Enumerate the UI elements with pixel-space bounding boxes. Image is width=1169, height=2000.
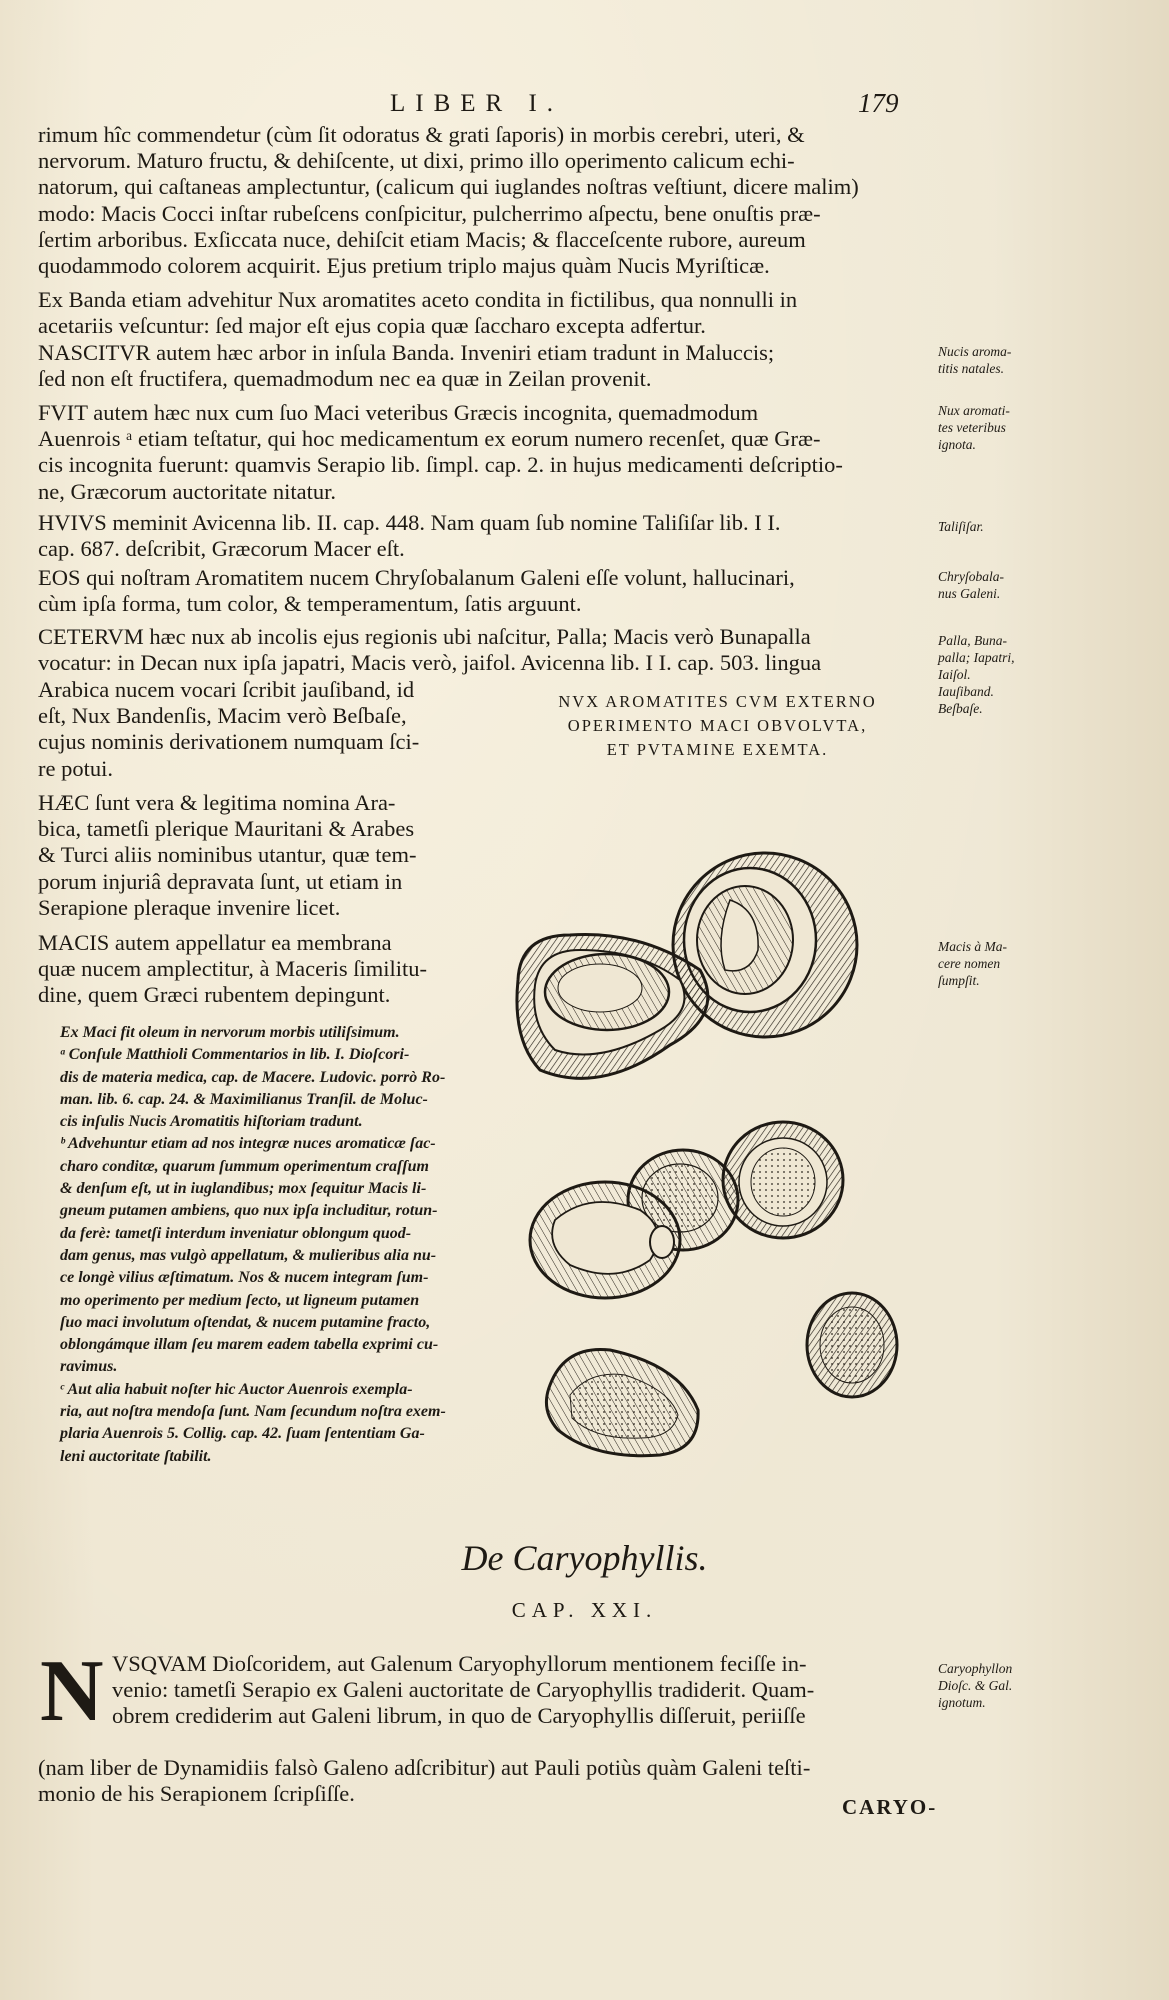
nut-with-mace	[530, 1182, 680, 1298]
margin-line: Chryſobala-	[938, 569, 1004, 584]
half-husk-with-nut	[517, 934, 708, 1078]
figure-caption	[515, 690, 920, 762]
margin-line: Iauſiband.	[938, 684, 994, 699]
text-line: cùm ipſa forma, tum color, & temperamentum, ſatis arguunt.	[38, 591, 582, 617]
macis-paragraph	[38, 930, 470, 1009]
nascitur-paragraph	[38, 340, 933, 392]
text-line: dine, quem Græci rubentem depingunt.	[38, 982, 391, 1008]
top-paragraph	[38, 122, 933, 279]
text-line: EOS qui noſtram Aromatitem nucem Chryſobalanum Galeni eſſe volunt, hallucinari,	[38, 565, 795, 590]
margin-note-macer	[938, 938, 1033, 989]
text-line: Arabica nucem vocari ſcribit jauſiband, id	[38, 677, 415, 702]
margin-line: palla; Iapatri,	[938, 650, 1015, 665]
text-line: HVIVS meminit Avicenna lib. II. cap. 448. Nam quam ſub nomine Taliſiſar lib. I I.	[38, 510, 781, 535]
text-line: HÆC ſunt vera & legitima nomina Ara-	[38, 790, 396, 815]
text-line: cujus nominis derivationem numquam ſci-	[38, 729, 420, 755]
banda-paragraph	[38, 287, 933, 339]
text-line: re potui.	[38, 755, 113, 781]
margin-line: ſumpſit.	[938, 973, 980, 988]
ceterum-paragraph	[38, 624, 933, 676]
margin-note-chrysobalanus	[938, 568, 1033, 602]
footnote-line: ᵃ Conſule Matthioli Commentarios in lib. I. Dioſcori-	[60, 1046, 410, 1064]
fuit-paragraph	[38, 400, 933, 505]
text-line: VSQVAM Dioſcoridem, aut Galenum Caryophyllorum mentionem feciſſe in-	[112, 1651, 807, 1676]
margin-line: Nux aromati-	[938, 403, 1010, 418]
running-head	[0, 90, 1169, 120]
margin-line: titis natales.	[938, 361, 1005, 376]
text-line: Auenrois ᵃ etiam teſtatur, qui hoc medicamentum ex eorum numero recenſet, quæ Græ-	[38, 426, 821, 452]
margin-note-names	[938, 632, 1033, 717]
margin-note-caryophyllon	[938, 1660, 1033, 1711]
margin-line: tes veteribus	[938, 420, 1006, 435]
caption-line: NVX AROMATITES CVM EXTERNO	[558, 692, 877, 711]
text-line: cap. 687. deſcribit, Græcorum Macer eſt.	[38, 536, 405, 562]
text-line: quæ nucem amplectitur, à Maceris ſimilitu-	[38, 956, 427, 982]
footnote-line: dam genus, mas vulgò appellatum, & mulieribus alia nu-	[60, 1246, 437, 1264]
margin-line: nus Galeni.	[938, 586, 1001, 601]
footnote-line: mo operimento per medium ſecto, ut ligneum putamen	[60, 1291, 420, 1309]
footnote-line: cis inſulis Nucis Aromatitis hiſtoriam tradunt.	[60, 1113, 363, 1131]
text-line: (nam liber de Dynamidiis falsò Galeno adſcribitur) aut Pauli potiùs quàm Galeni teſti-	[38, 1755, 811, 1780]
text-line: nervorum. Maturo fructu, & dehiſcente, ut dixi, primo illo operimento calicum echi-	[38, 148, 795, 174]
chapter-number: CAP. XXI.	[511, 1598, 658, 1622]
footnote-line: ᵇ Advehuntur etiam ad nos integræ nuces aromaticæ ſac-	[60, 1135, 436, 1153]
footnote-line: leni auctoritate ſtabilit.	[60, 1447, 212, 1465]
text-line: NASCITVR autem hæc arbor in inſula Banda. Inveniri etiam tradunt in Maluccis;	[38, 340, 775, 365]
footnote-line: dis de materia medica, cap. de Macere. Ludovic. porrò Ro-	[60, 1068, 446, 1086]
eos-paragraph	[38, 565, 933, 617]
margin-note-talisifar	[938, 518, 1033, 535]
footnote-line: plaria Auenrois 5. Collig. cap. 42. ſuam ſententiam Ga-	[60, 1425, 425, 1443]
text-line: CETERVM hæc nux ab incolis ejus regionis ubi naſcitur, Palla; Macis verò Bunapalla	[38, 624, 811, 649]
drop-cap: N	[40, 1643, 104, 1740]
margin-note-natales	[938, 343, 1033, 377]
nut-half-right	[723, 1122, 843, 1238]
text-line: FVIT autem hæc nux cum ſuo Maci veteribus Græcis incognita, quemadmodum	[38, 400, 759, 425]
margin-line: Taliſiſar.	[938, 519, 984, 534]
footnote-line: oblongámque illam ſeu marem eadem tabella exprimi cu-	[60, 1336, 439, 1354]
footnote-line: Ex Maci fit oleum in nervorum morbis utiliſsimum.	[60, 1024, 400, 1041]
text-line: vocatur: in Decan nux ipſa japatri, Macis verò, jaifol. Avicenna lib. I I. cap. 503. lingua	[38, 650, 822, 676]
footnote-line: da ferè: tametſi interdum inveniatur oblongum quod-	[60, 1224, 412, 1242]
footnote-line: & denſum eſt, ut in iuglandibus; mox ſequitur Macis li-	[60, 1180, 427, 1198]
footnote-line: ria, aut noſtra mendoſa ſunt. Nam ſecundum noſtra exem-	[60, 1403, 446, 1421]
text-line: ne, Græcorum auctoritate nitatur.	[38, 478, 337, 504]
chapter-rest-lines	[38, 1755, 933, 1807]
text-line: quodammodo colorem acquirit. Ejus pretium triplo majus quàm Nucis Myriſticæ.	[38, 253, 770, 279]
round-nutmeg	[807, 1293, 897, 1397]
text-line: MACIS autem appellatur ea membrana	[38, 930, 392, 955]
text-line: ſertim arboribus. Exſiccata nuce, dehiſcit etiam Macis; & flacceſcente rubore, aureum	[38, 226, 806, 252]
text-line: ſed non eſt fructifera, quemadmodum nec ea quæ in Zeilan provenit.	[38, 366, 652, 392]
oblong-nutmeg	[546, 1349, 698, 1455]
huius-paragraph	[38, 510, 933, 562]
caption-line: OPERIMENTO MACI OBVOLVTA,	[567, 716, 868, 735]
footnote-line: ravimus.	[60, 1358, 118, 1376]
text-line: bica, tametſi plerique Mauritani & Arabes	[38, 816, 415, 842]
footnote-line: ſuo maci involutum oſtendat, & nucem putamine fracto,	[60, 1313, 431, 1331]
caption-line: ET PVTAMINE EXEMTA.	[606, 740, 829, 759]
margin-line: ignotum.	[938, 1695, 986, 1710]
text-line: Serapione pleraque invenire licet.	[38, 894, 341, 920]
footnote-line: charo conditæ, quarum ſummum operimentum craſſum	[60, 1157, 429, 1175]
haec-paragraph	[38, 790, 470, 921]
catchword: CARYO-	[842, 1795, 938, 1819]
margin-line: Beſbaſe.	[938, 701, 983, 716]
text-line: obrem crediderim aut Galeni librum, in quo de Caryophyllis diſſeruit, periiſſe	[112, 1703, 806, 1729]
chapter-first-lines	[112, 1651, 932, 1730]
footnote-line: gneum putamen ambiens, quo nux ipſa includitur, rotun-	[60, 1202, 438, 1220]
footnote-line: ᶜ Aut alia habuit noſter hic Auctor Auenrois exempla-	[60, 1380, 413, 1398]
margin-line: Nucis aroma-	[938, 344, 1012, 359]
text-line: venio: tametſi Serapio ex Galeni auctoritate de Caryophyllis tradiderit. Quam-	[112, 1677, 815, 1703]
text-line: & Turci aliis nominibus utantur, quæ tem-	[38, 842, 417, 868]
text-line: rimum hîc commendetur (cùm ſit odoratus & grati ſaporis) in morbis cerebri, uteri, &	[38, 122, 805, 147]
nutmeg-woodcut-illustration	[500, 810, 900, 1480]
margin-note-ignota	[938, 402, 1033, 453]
text-line: monio de his Serapionem ſcripſiſſe.	[38, 1781, 355, 1807]
margin-line: Palla, Buna-	[938, 633, 1007, 648]
text-line: eſt, Nux Bandenſis, Macim verò Beſbaſe,	[38, 703, 407, 729]
margin-line: cere nomen	[938, 956, 1001, 971]
arabica-paragraph	[38, 677, 470, 782]
margin-line: Caryophyllon	[938, 1661, 1013, 1676]
footnotes	[60, 1022, 470, 1468]
page-number: 179	[858, 88, 899, 118]
text-line: cis incognita fuerunt: quamvis Serapio lib. ſimpl. cap. 2. in hujus medicamenti deſcriptio-	[38, 452, 843, 478]
text-line: porum injuriâ depravata ſunt, ut etiam in	[38, 868, 403, 894]
text-line: natorum, qui caſtaneas amplectuntur, (calicum qui iuglandes noſtras veſtiunt, dicere malim)	[38, 174, 859, 200]
margin-line: Macis à Ma-	[938, 939, 1007, 954]
footnote-line: man. lib. 6. cap. 24. & Maximilianus Tranſil. de Moluc-	[60, 1090, 428, 1108]
footnote-line: ce longè vilius æſtimatum. Nos & nucem integram ſum-	[60, 1269, 429, 1287]
text-line: Ex Banda etiam advehitur Nux aromatites aceto condita in fictilibus, qua nonnulli in	[38, 287, 798, 312]
margin-line: Iaiſol.	[938, 667, 971, 682]
margin-line: ignota.	[938, 437, 976, 452]
running-head-title: LIBER I.	[390, 90, 564, 117]
text-line: modo: Macis Cocci inſtar rubeſcens conſpicitur, pulcherrimo aſpectu, bene onuſtis præ-	[38, 200, 821, 226]
chapter-title: De Caryophyllis.	[461, 1538, 708, 1578]
text-line: acetariis veſcuntur: ſed major eſt ejus copia quæ ſaccharo excepta adfertur.	[38, 313, 706, 339]
margin-line: Dioſc. & Gal.	[938, 1678, 1013, 1693]
